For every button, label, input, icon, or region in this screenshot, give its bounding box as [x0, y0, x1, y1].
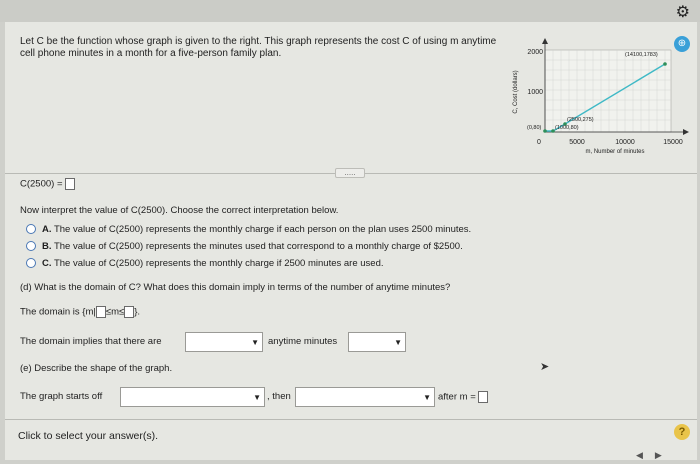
x-tick-15000: 15000: [663, 139, 683, 146]
footer-divider: [5, 419, 697, 420]
graph-grid-area: [545, 50, 671, 132]
after-label: after m =: [438, 391, 476, 403]
option-a-text: The value of C(2500) represents the monthly charge if each person on the plan uses 2500 minutes.: [53, 224, 472, 235]
point-0-80: [543, 129, 547, 133]
x-axis-label: m, Number of minutes: [585, 149, 645, 155]
question-text: Let C be the function whose graph is given to the right. This graph represents the cost C of using m anytime cell phone minutes in a month for a five-person family plan.: [20, 36, 497, 59]
implies-prefix: The domain implies that there are: [20, 336, 162, 347]
y-axis-label: C, Cost (dollars): [513, 70, 519, 114]
option-b-letter: B.: [42, 241, 52, 252]
implies-select-1[interactable]: [185, 332, 263, 352]
point-14100-1783: [663, 62, 667, 66]
part-d-question: (d) What is the domain of C? What does this domain imply in terms of the number of anytime minutes?: [20, 282, 451, 293]
domain-lower-input[interactable]: [96, 306, 106, 318]
domain-prefix: The domain is {m|: [20, 306, 96, 318]
then-select[interactable]: [295, 387, 435, 407]
x-tick-5000: 5000: [569, 139, 585, 146]
option-a-letter: A.: [42, 224, 52, 235]
chevron-down-icon: ▼: [394, 338, 402, 347]
y-tick-1000: 1000: [527, 89, 543, 96]
after-row: [438, 391, 488, 404]
implies-mid: anytime minutes: [268, 336, 338, 347]
expand-dots-button[interactable]: .....: [335, 168, 365, 178]
option-b[interactable]: [26, 241, 463, 253]
option-b-radio[interactable]: [26, 241, 36, 251]
chevron-down-icon: ▼: [251, 338, 259, 347]
answer-c2500-input[interactable]: [65, 178, 75, 190]
x-tick-0: 0: [537, 139, 541, 146]
option-c[interactable]: [26, 258, 384, 270]
option-c-text: The value of C(2500) represents the monthly charge if 2500 minutes are used.: [53, 258, 384, 269]
answer-c2500-label: C(2500) =: [20, 178, 63, 190]
gear-icon[interactable]: ⚙: [675, 4, 690, 21]
domain-suffix: }.: [134, 306, 141, 318]
label-1000-80: (1000,80): [555, 125, 579, 131]
y-tick-2000: 2000: [527, 49, 543, 56]
domain-upper-input[interactable]: [124, 306, 134, 318]
answer-c2500-row: [20, 178, 75, 191]
implies-select-2[interactable]: [348, 332, 406, 352]
help-icon[interactable]: ?: [674, 424, 690, 440]
label-2500-275: (2500,275): [567, 117, 594, 123]
x-tick-10000: 10000: [615, 139, 635, 146]
label-0-80: (0,80): [527, 125, 542, 131]
nav-arrows-icon[interactable]: ◀▶: [636, 450, 674, 460]
domain-row: [20, 306, 140, 319]
y-axis-arrow: [542, 38, 548, 44]
part-e-question: (e) Describe the shape of the graph.: [20, 363, 173, 374]
chevron-down-icon: ▼: [423, 393, 431, 402]
interpret-prompt: Now interpret the value of C(2500). Choose the correct interpretation below.: [20, 205, 339, 216]
starts-prefix: The graph starts off: [20, 391, 103, 402]
label-14100-1783: (14100,1783): [625, 52, 658, 58]
option-a-radio[interactable]: [26, 224, 36, 234]
option-c-letter: C.: [42, 258, 52, 269]
domain-mid: ≤m≤: [105, 306, 125, 318]
chevron-down-icon: ▼: [253, 393, 261, 402]
zoom-icon[interactable]: ⊕: [674, 36, 690, 52]
after-m-input[interactable]: [478, 391, 488, 403]
option-b-text: The value of C(2500) represents the minutes used that correspond to a monthly charge of $2500.: [53, 241, 463, 252]
then-label: , then: [267, 391, 291, 402]
top-bar: [0, 0, 700, 22]
cost-graph: [505, 28, 690, 168]
hint-text: Click to select your answer(s).: [18, 430, 159, 442]
starts-select[interactable]: [120, 387, 265, 407]
x-axis-arrow: [683, 129, 689, 135]
cursor-icon: ➤: [540, 361, 550, 373]
option-c-radio[interactable]: [26, 258, 36, 268]
option-a[interactable]: [26, 224, 471, 236]
